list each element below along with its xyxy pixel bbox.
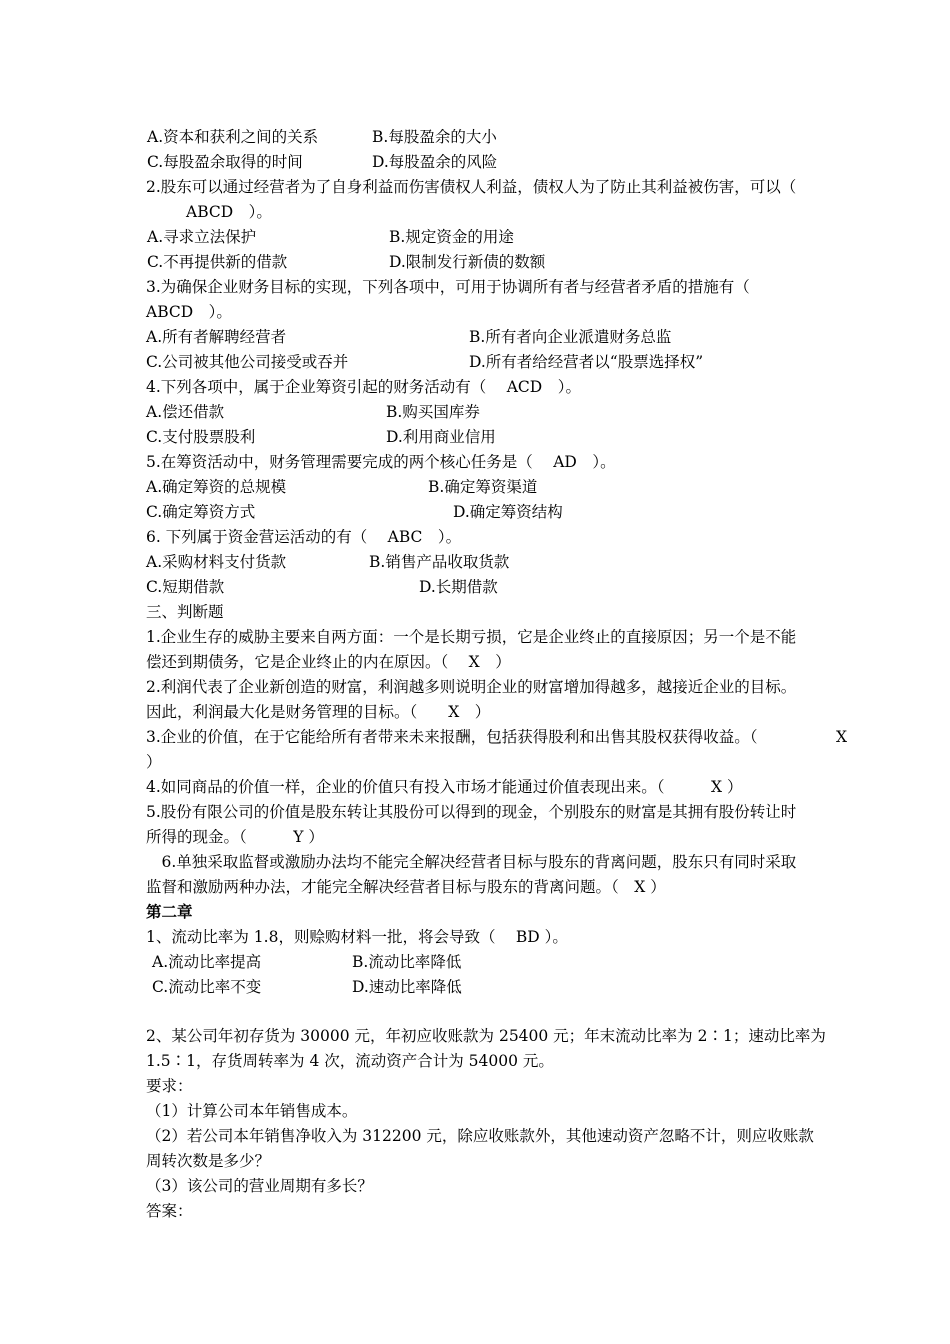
option-d: D.每股盈余的风险 xyxy=(372,153,498,171)
judgement-item: 因此，利润最大化是财务管理的目标。（ X ） xyxy=(146,703,491,721)
option-a: A.所有者解聘经营者 xyxy=(146,328,287,346)
question-stem: 3.为确保企业财务目标的实现，下列各项中，可用于协调所有者与经营者矛盾的措施有（ xyxy=(146,278,750,296)
requirement-item: （1）计算公司本年销售成本。 xyxy=(146,1102,358,1120)
option-a: A.资本和获利之间的关系 xyxy=(147,128,319,146)
option-a: A.流动比率提高 xyxy=(152,953,262,971)
judgement-item: 所得的现金。（ Y ） xyxy=(146,828,324,846)
question-stem: 6. 下列属于资金营运活动的有（ ABC ）。 xyxy=(146,528,462,546)
requirement-item: （3）该公司的营业周期有多长？ xyxy=(146,1177,373,1195)
question-stem: 5.在筹资活动中，财务管理需要完成的两个核心任务是（ AD ）。 xyxy=(146,453,616,471)
option-c: C.公司被其他公司接受或吞并 xyxy=(146,353,349,371)
judgement-answer: X xyxy=(836,728,848,746)
requirement-item: （2）若公司本年销售净收入为 312200 元，除应收账款外，其他速动资产忽略不计，则应收账款 xyxy=(146,1127,814,1145)
question-stem: 1、流动比率为 1.8，则赊购材料一批，将会导致（ BD ）。 xyxy=(146,928,568,946)
option-b: B.确定筹资渠道 xyxy=(428,478,538,496)
problem-text: 2、某公司年初存货为 30000 元，年初应收账款为 25400 元；年末流动比率为 2∶1；速动比率为 xyxy=(146,1027,826,1045)
judgement-item: 4.如同商品的价值一样，企业的价值只有投入市场才能通过价值表现出来。（ X ） xyxy=(146,778,743,796)
option-b: B.销售产品收取货款 xyxy=(369,553,510,571)
section-heading: 三、判断题 xyxy=(146,603,224,621)
judgement-item: 5.股份有限公司的价值是股东转让其股份可以得到的现金，个别股东的财富是其拥有股份转让时 xyxy=(146,803,797,821)
option-c: C.确定筹资方式 xyxy=(146,503,256,521)
chapter-heading: 第二章 xyxy=(146,902,193,921)
question-stem: 4.下列各项中，属于企业筹资引起的财务活动有（ ACD ）。 xyxy=(146,378,581,396)
option-b: B.购买国库券 xyxy=(386,403,480,421)
option-b: B.所有者向企业派遣财务总监 xyxy=(469,328,672,346)
option-c: C.不再提供新的借款 xyxy=(147,253,288,271)
option-c: C.支付股票股利 xyxy=(146,428,256,446)
judgement-item: 偿还到期债务，它是企业终止的内在原因。（ X ） xyxy=(146,653,511,671)
option-c: C.每股盈余取得的时间 xyxy=(147,153,303,171)
question-answer: ABCD ）。 xyxy=(146,303,232,321)
answer-label: 答案： xyxy=(146,1202,193,1220)
question-answer: ABCD ）。 xyxy=(186,203,272,221)
judgement-item: ） xyxy=(146,753,162,771)
judgement-item: 3.企业的价值，在于它能给所有者带来未来报酬，包括获得股利和出售其股权获得收益。（ xyxy=(146,728,758,746)
option-b: B.流动比率降低 xyxy=(352,953,462,971)
requirements-label: 要求： xyxy=(146,1077,193,1095)
option-d: D.速动比率降低 xyxy=(352,978,462,996)
judgement-item: 2.利润代表了企业新创造的财富，利润越多则说明企业的财富增加得越多，越接近企业的目标。 xyxy=(146,678,797,696)
option-c: C.短期借款 xyxy=(146,578,225,596)
judgement-item: 监督和激励两种办法，才能完全解决经营者目标与股东的背离问题。（ X ） xyxy=(146,878,666,896)
option-d: D.确定筹资结构 xyxy=(453,503,563,521)
option-a: A.确定筹资的总规模 xyxy=(146,478,287,496)
option-b: B.每股盈余的大小 xyxy=(372,128,497,146)
option-a: A.偿还借款 xyxy=(146,403,225,421)
option-c: C.流动比率不变 xyxy=(152,978,262,996)
option-d: D.限制发行新债的数额 xyxy=(389,253,546,271)
option-b: B.规定资金的用途 xyxy=(389,228,514,246)
problem-text: 1.5∶1，存货周转率为 4 次，流动资产合计为 54000 元。 xyxy=(146,1052,554,1070)
option-a: A.寻求立法保护 xyxy=(147,228,257,246)
option-a: A.采购材料支付货款 xyxy=(146,553,287,571)
question-stem: 2.股东可以通过经营者为了自身利益而伤害债权人利益，债权人为了防止其利益被伤害，可以（ xyxy=(146,178,797,196)
judgement-item: 1.企业生存的威胁主要来自两方面：一个是长期亏损，它是企业终止的直接原因；另一个是不能 xyxy=(146,628,797,646)
requirement-item: 周转次数是多少？ xyxy=(146,1152,271,1170)
judgement-item: 6.单独采取监督或激励办法均不能完全解决经营者目标与股东的背离问题，股东只有同时采取 xyxy=(146,853,797,871)
option-d: D.利用商业信用 xyxy=(386,428,496,446)
option-d: D.长期借款 xyxy=(419,578,498,596)
option-d: D.所有者给经营者以“股票选择权” xyxy=(469,353,704,371)
